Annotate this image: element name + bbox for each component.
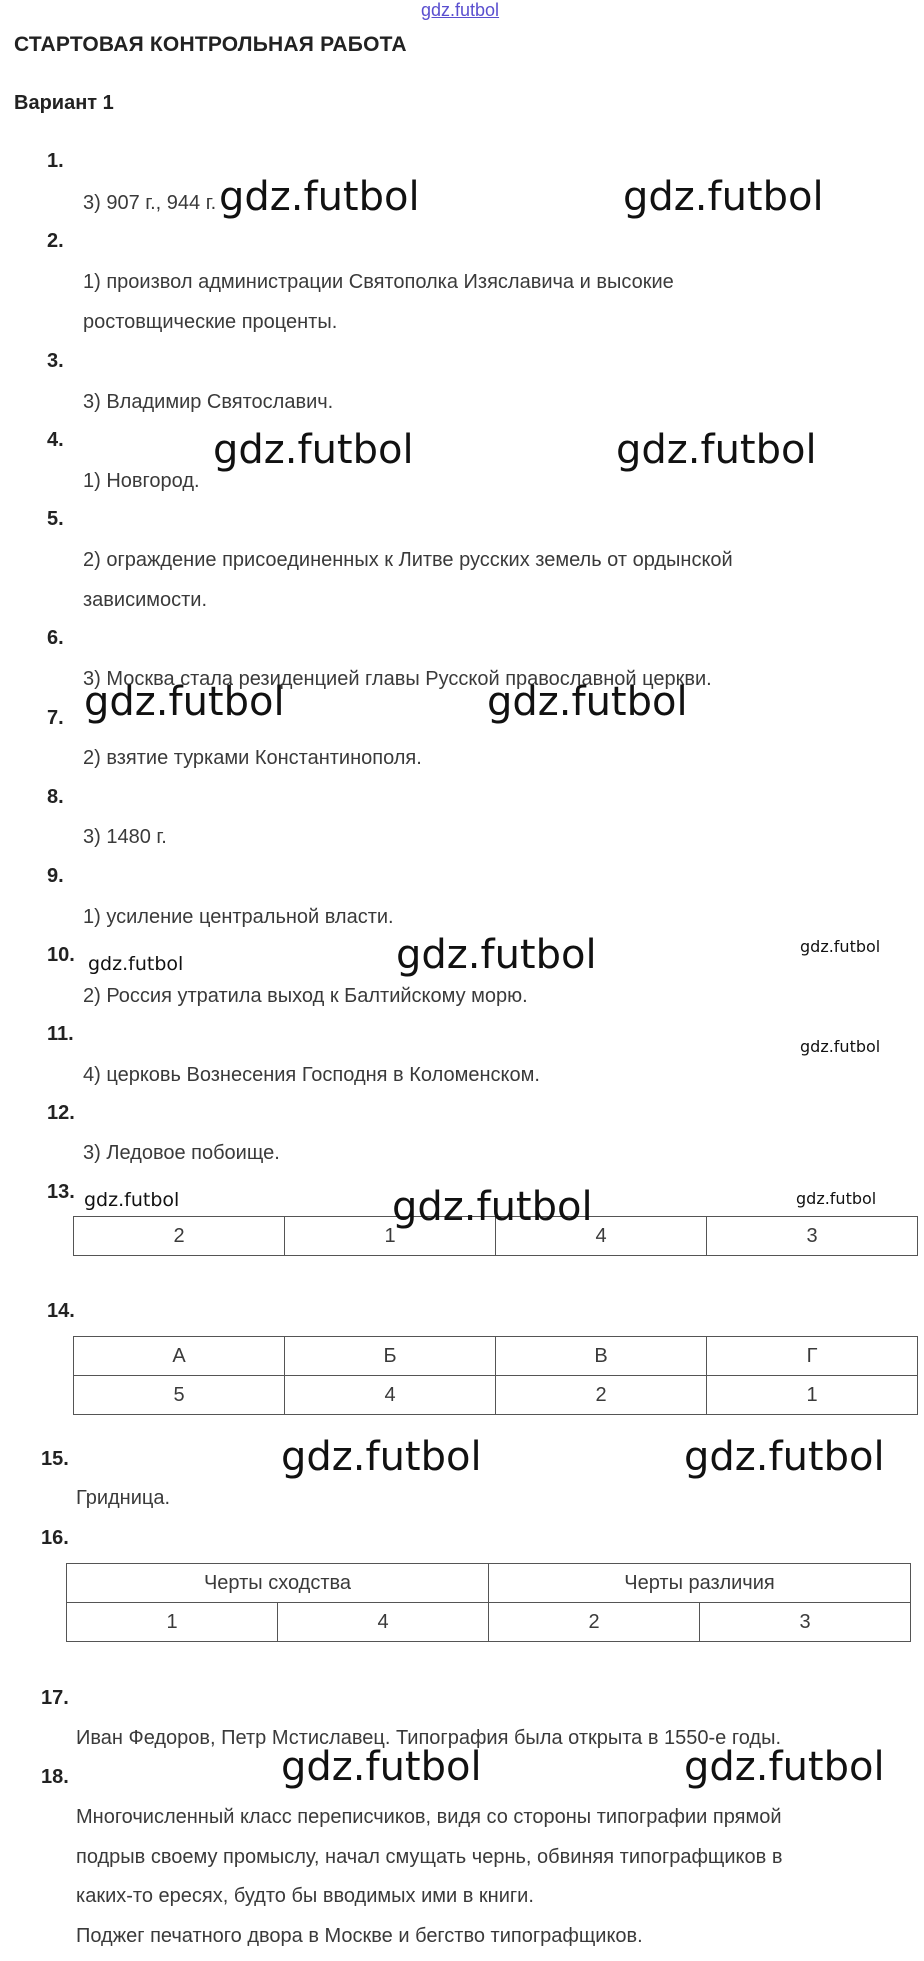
answer-text: 1) усиление центральной власти.: [83, 906, 394, 928]
answer-text: 3) Москва стала резиденцией главы Русской православной церкви.: [83, 668, 712, 690]
watermark: gdz.futbol: [392, 1184, 593, 1230]
answer-text: подрыв своему промыслу, начал смущать чернь, обвиняя типографщиков в: [76, 1846, 783, 1868]
site-link[interactable]: gdz.futbol: [421, 0, 500, 20]
watermark: gdz.futbol: [684, 1434, 885, 1480]
answer-text: 1) произвол администрации Святополка Изяславича и высокие: [83, 271, 674, 293]
question-number: 18.: [41, 1766, 69, 1788]
watermark: gdz.futbol: [281, 1434, 482, 1480]
watermark: gdz.futbol: [84, 1189, 180, 1211]
answer-text: 2) Россия утратила выход к Балтийскому морю.: [83, 985, 528, 1007]
question-number: 6.: [47, 627, 64, 649]
question-number: 1.: [47, 150, 64, 172]
watermark: gdz.futbol: [213, 427, 414, 473]
watermark: gdz.futbol: [281, 1744, 482, 1790]
table-cell: 1: [707, 1376, 918, 1415]
table-header-cell: Б: [285, 1337, 496, 1376]
question-number: 7.: [47, 707, 64, 729]
question-number: 17.: [41, 1687, 69, 1709]
question-number: 4.: [47, 429, 64, 451]
table-header-cell: Г: [707, 1337, 918, 1376]
answer-text: 4) церковь Вознесения Господня в Коломенском.: [83, 1064, 540, 1086]
table-cell: 3: [700, 1603, 911, 1642]
watermark: gdz.futbol: [796, 1189, 877, 1208]
watermark: gdz.futbol: [616, 427, 817, 473]
table-header-cell: Черты сходства: [67, 1564, 489, 1603]
watermark: gdz.futbol: [88, 953, 184, 975]
watermark: gdz.futbol: [219, 174, 420, 220]
answer-text: Гридница.: [76, 1487, 171, 1509]
table-cell: 5: [74, 1376, 285, 1415]
answer-text: каких-то ересях, будто бы вводимых ими в книги.: [76, 1885, 534, 1907]
table-header-cell: Черты различия: [489, 1564, 911, 1603]
question-number: 11.: [47, 1023, 74, 1045]
question-number: 8.: [47, 786, 64, 808]
watermark: gdz.futbol: [487, 679, 688, 725]
question-number: 13.: [47, 1181, 75, 1203]
answer-table-16: [66, 1563, 911, 1642]
answer-text: Многочисленный класс переписчиков, видя со стороны типографии прямой: [76, 1806, 782, 1828]
table-cell: 2: [496, 1376, 707, 1415]
table-header-cell: В: [496, 1337, 707, 1376]
question-number: 12.: [47, 1102, 75, 1124]
question-number: 5.: [47, 508, 64, 530]
page-title: СТАРТОВАЯ КОНТРОЛЬНАЯ РАБОТА: [14, 33, 407, 56]
table-cell: 1: [285, 1217, 496, 1256]
answer-text: Поджег печатного двора в Москве и бегство типографщиков.: [76, 1925, 643, 1947]
answer-text: 2) взятие турками Константинополя.: [83, 747, 422, 769]
answer-text: ростовщические проценты.: [83, 311, 338, 333]
answer-text: 3) Ледовое побоище.: [83, 1142, 280, 1164]
table-cell: 4: [278, 1603, 489, 1642]
answer-text: 1) Новгород.: [83, 470, 200, 492]
question-number: 10.: [47, 944, 75, 966]
watermark: gdz.futbol: [396, 932, 597, 978]
question-number: 14.: [47, 1300, 75, 1322]
question-number: 9.: [47, 865, 64, 887]
table-cell: 3: [707, 1217, 918, 1256]
answer-text: Иван Федоров, Петр Мстиславец. Типография была открыта в 1550-е годы.: [76, 1727, 781, 1749]
watermark: gdz.futbol: [623, 174, 824, 220]
answer-text: 3) 907 г., 944 г.: [83, 192, 217, 214]
answer-table-14: [73, 1336, 918, 1415]
answer-text: 3) Владимир Святославич.: [83, 391, 334, 413]
question-number: 2.: [47, 230, 64, 252]
watermark: gdz.futbol: [800, 1037, 881, 1056]
answer-text: 3) 1480 г.: [83, 826, 167, 848]
answer-text: 2) ограждение присоединенных к Литве русских земель от ордынской: [83, 549, 733, 571]
table-cell: 4: [496, 1217, 707, 1256]
table-cell: 1: [67, 1603, 278, 1642]
variant-heading: Вариант 1: [14, 92, 114, 114]
question-number: 16.: [41, 1527, 69, 1549]
question-number: 15.: [41, 1448, 69, 1470]
table-cell: 2: [74, 1217, 285, 1256]
watermark: gdz.futbol: [684, 1744, 885, 1790]
table-cell: 4: [285, 1376, 496, 1415]
table-header-cell: А: [74, 1337, 285, 1376]
watermark: gdz.futbol: [84, 679, 285, 725]
watermark: gdz.futbol: [800, 937, 881, 956]
table-cell: 2: [489, 1603, 700, 1642]
question-number: 3.: [47, 350, 64, 372]
answer-text: зависимости.: [83, 589, 208, 611]
